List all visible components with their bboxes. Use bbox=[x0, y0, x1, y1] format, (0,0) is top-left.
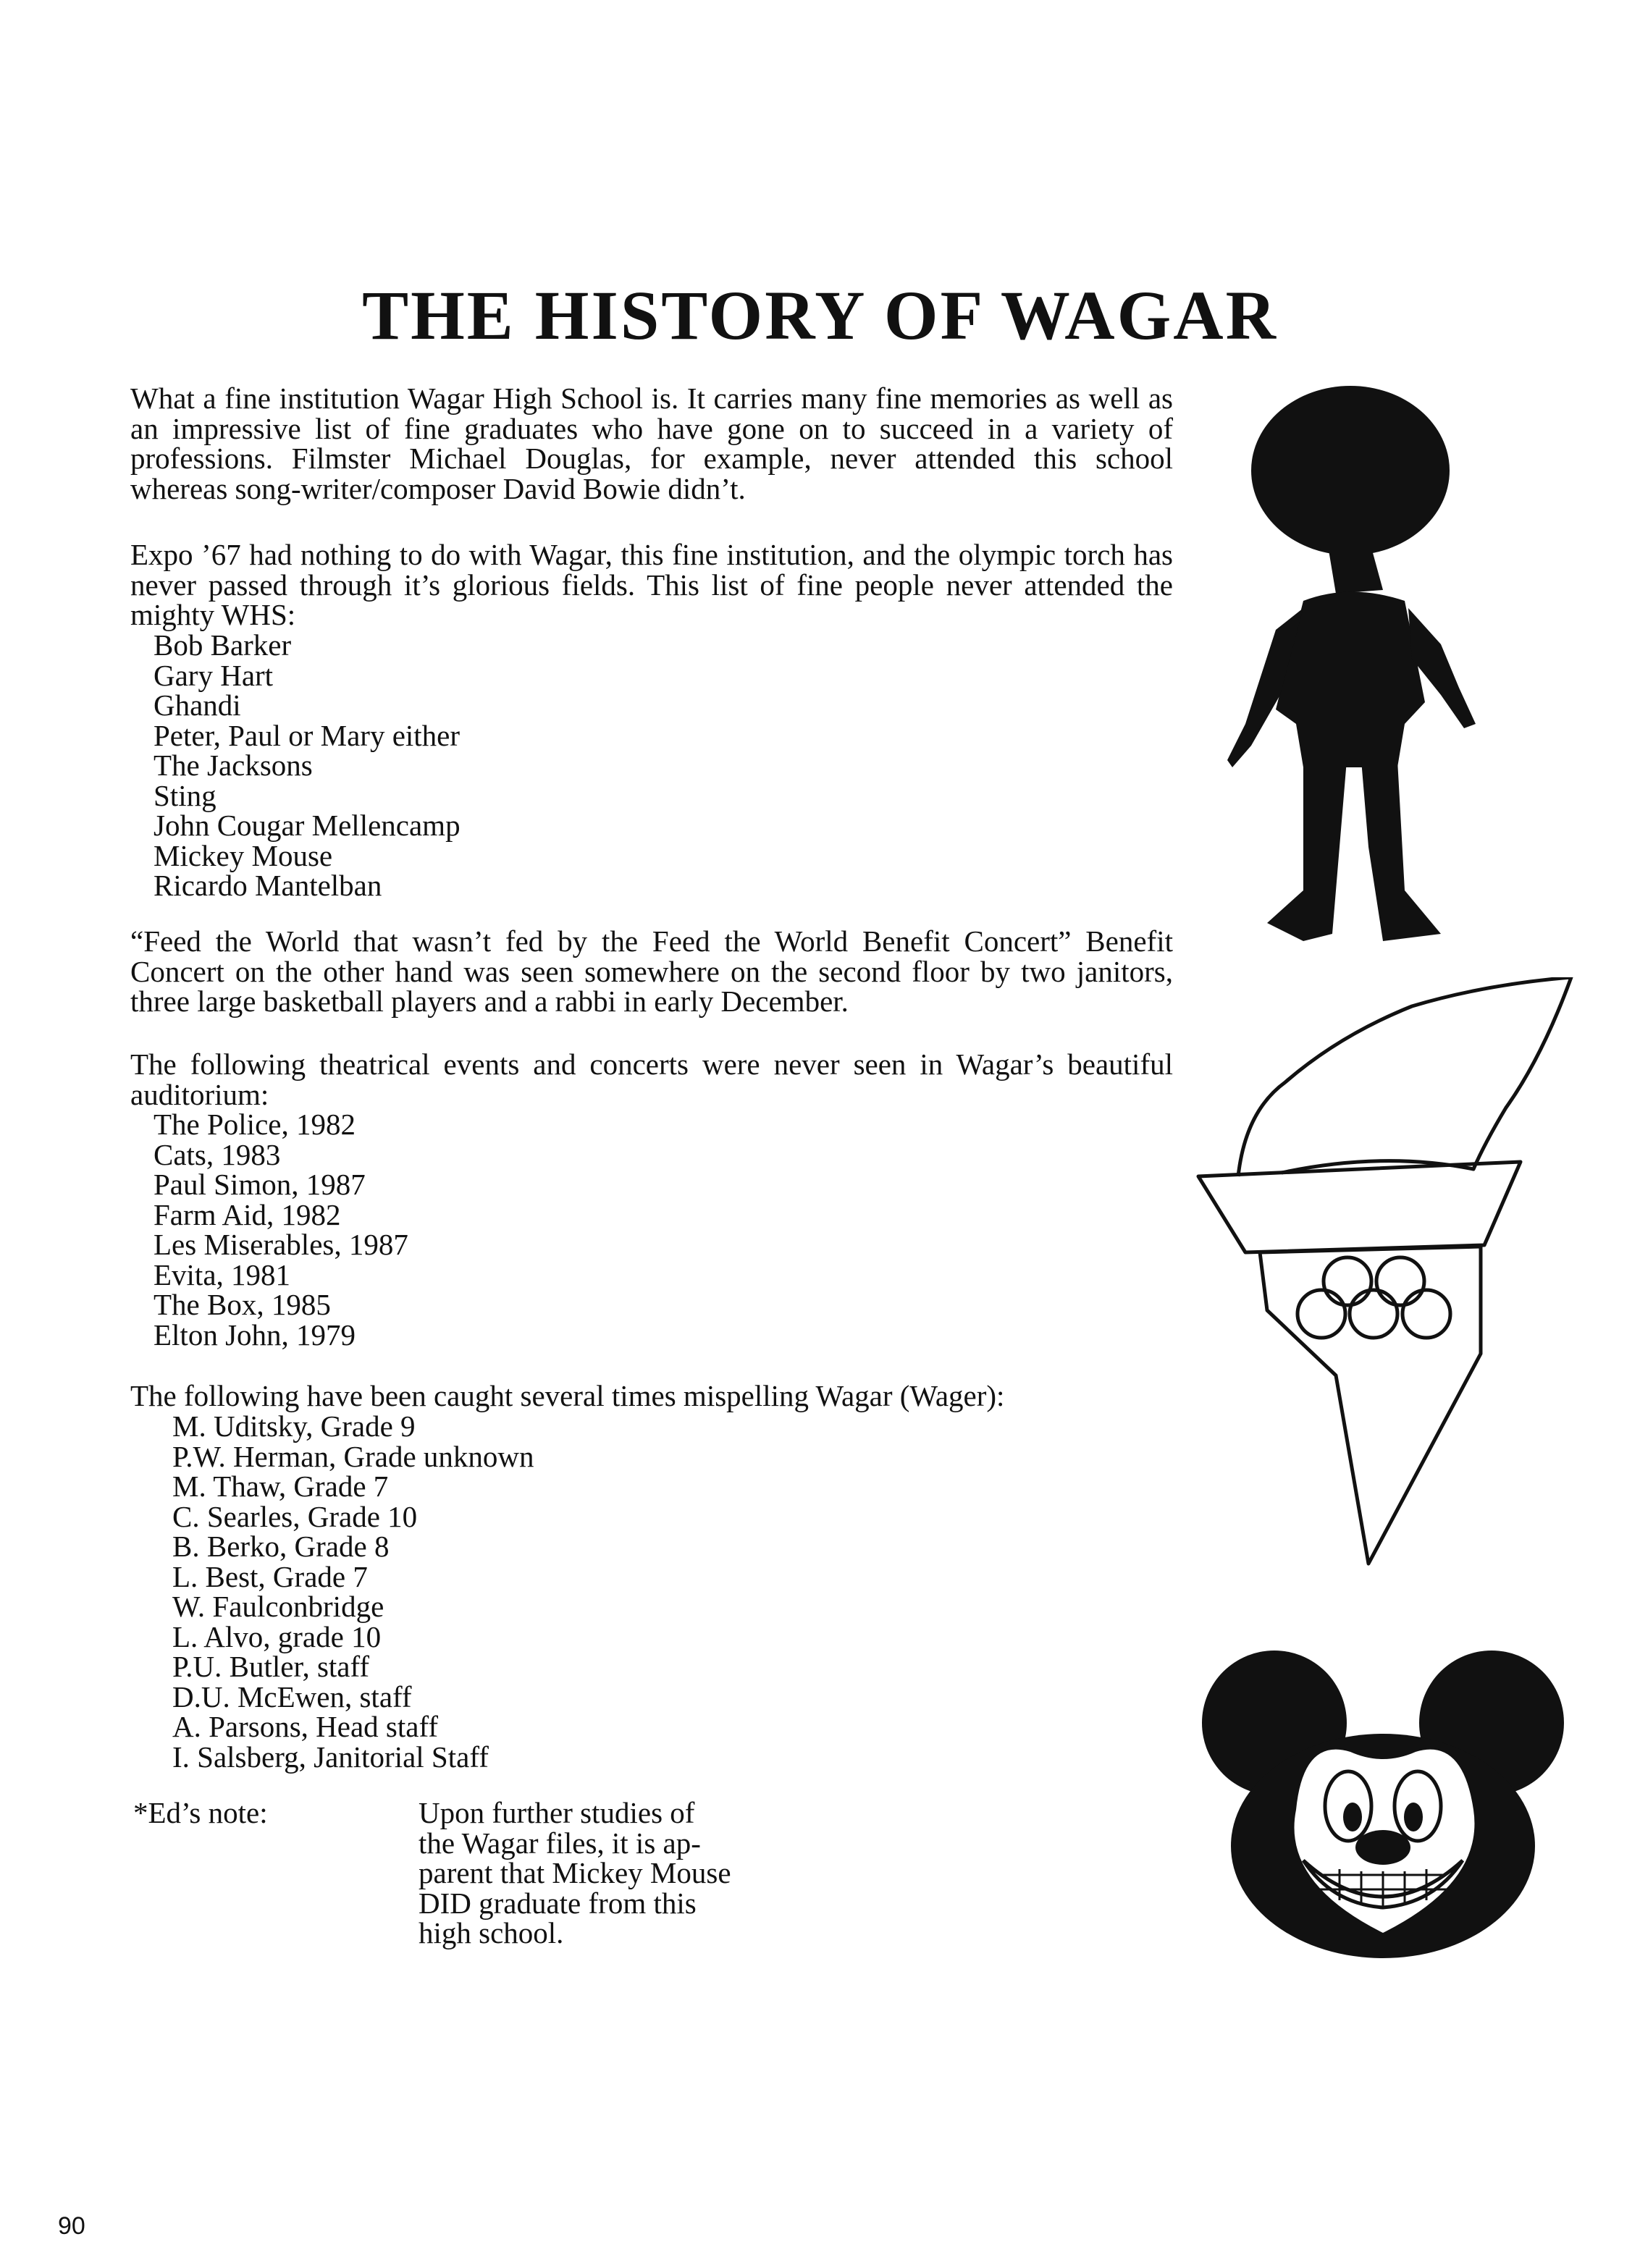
list-item: Ghandi bbox=[154, 688, 241, 722]
list-item: The Police, 1982 bbox=[154, 1108, 356, 1141]
feed-the-world-paragraph: “Feed the World that wasn’t fed by the Feed the World Benefit Concert” Benefit Concert on the other hand was seen somewhere on the second floor by two janitors, three large basketball players and a rabbi in early December. bbox=[130, 924, 1173, 1018]
list-item: Mickey Mouse bbox=[154, 838, 333, 872]
list-item: M. Uditsky, Grade 9 bbox=[172, 1409, 416, 1443]
list-item: Bob Barker bbox=[154, 628, 292, 662]
editors-note-body bbox=[419, 1798, 781, 1949]
list-item: Cats, 1983 bbox=[154, 1137, 281, 1171]
list-item: P.W. Herman, Grade unknown bbox=[172, 1439, 534, 1473]
misspellers-list bbox=[172, 1409, 534, 1774]
page-number: 90 bbox=[58, 2212, 85, 2240]
list-item: The Jacksons bbox=[154, 749, 313, 782]
silhouette-figure-icon bbox=[1195, 384, 1499, 941]
list-item: I. Salsberg, Janitorial Staff bbox=[172, 1740, 489, 1774]
list-item: A. Parsons, Head staff bbox=[172, 1710, 439, 1743]
note-line: the Wagar files, it is ap- bbox=[419, 1826, 701, 1860]
list-item: L. Alvo, grade 10 bbox=[172, 1619, 382, 1653]
list-item: Ricardo Mantelban bbox=[154, 869, 382, 902]
list-item: Gary Hart bbox=[154, 658, 274, 692]
note-line: high school. bbox=[419, 1916, 564, 1949]
list-item: W. Faulconbridge bbox=[172, 1590, 384, 1623]
list-item: B. Berko, Grade 8 bbox=[172, 1530, 390, 1563]
list-item: Farm Aid, 1982 bbox=[154, 1197, 341, 1231]
note-line: Upon further studies of bbox=[419, 1796, 695, 1829]
list-item: Paul Simon, 1987 bbox=[154, 1168, 366, 1201]
olympic-torch-icon bbox=[1195, 977, 1578, 1585]
expo-paragraph: Expo ’67 had nothing to do with Wagar, this fine institution, and the olympic torch has never passed through it’s glorious fields. This list of fine people never attended the mighty WHS: bbox=[130, 538, 1173, 631]
list-item: Les Miserables, 1987 bbox=[154, 1228, 408, 1261]
mickey-mouse-icon bbox=[1195, 1643, 1571, 1962]
list-item: Evita, 1981 bbox=[154, 1257, 291, 1291]
intro-paragraph: What a fine institution Wagar High School is. It carries many fine memories as well as an impressive list of fine graduates who have gone on to succeed in a variety of professions. Filmster Michael Douglas, for example, never attended this school whereas song-writer/composer David Bowie didn’t. bbox=[130, 381, 1173, 505]
list-item: Elton John, 1979 bbox=[154, 1318, 356, 1352]
note-line: DID graduate from this bbox=[419, 1886, 697, 1920]
never-attended-list bbox=[154, 628, 461, 902]
page-title: THE HISTORY OF WAGAR bbox=[362, 277, 1278, 354]
list-item: L. Best, Grade 7 bbox=[172, 1559, 368, 1593]
list-item: The Box, 1985 bbox=[154, 1288, 331, 1321]
list-item: John Cougar Mellencamp bbox=[154, 809, 461, 842]
list-item: Peter, Paul or Mary either bbox=[154, 718, 461, 752]
theatre-paragraph: The following theatrical events and concerts were never seen in Wagar’s beautiful auditorium: bbox=[130, 1047, 1173, 1111]
list-item: D.U. McEwen, staff bbox=[172, 1679, 412, 1713]
misspelling-paragraph: The following have been caught several times mispelling Wagar (Wager): bbox=[130, 1379, 1005, 1412]
list-item: Sting bbox=[154, 778, 216, 812]
note-line: parent that Mickey Mouse bbox=[419, 1856, 731, 1889]
list-item: C. Searles, Grade 10 bbox=[172, 1499, 418, 1533]
editors-note-label: *Ed’s note: bbox=[133, 1796, 268, 1829]
events-list bbox=[154, 1110, 408, 1350]
list-item: P.U. Butler, staff bbox=[172, 1650, 370, 1683]
list-item: M. Thaw, Grade 7 bbox=[172, 1470, 389, 1503]
